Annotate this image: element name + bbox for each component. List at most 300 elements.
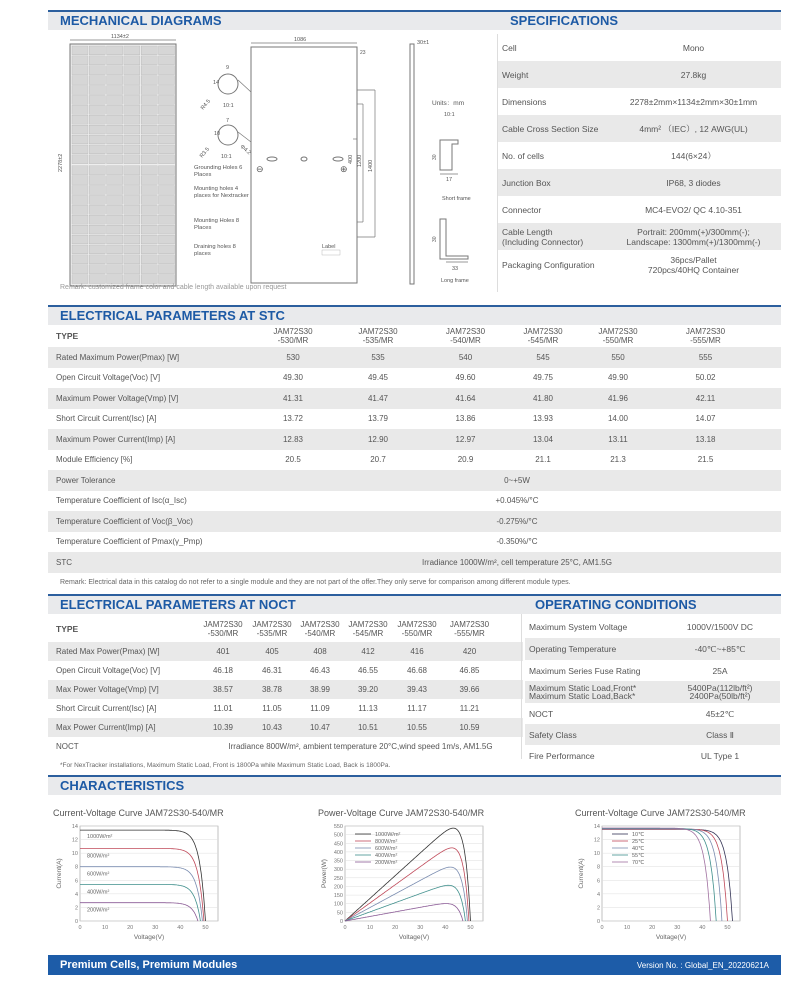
- solar-cell: [124, 155, 140, 164]
- solar-cell: [72, 115, 88, 124]
- table-header-row: [48, 615, 523, 642]
- row-label: Open Circuit Voltage(Voc) [V]: [56, 666, 161, 675]
- characteristics-heading: CHARACTERISTICS: [48, 775, 781, 795]
- cell-value: 13.04: [532, 434, 554, 444]
- chart-title: Current-Voltage Curve JAM72S30-540/MR: [575, 808, 746, 818]
- solar-cell: [72, 196, 88, 205]
- solar-cell: [159, 56, 175, 65]
- cell-value: 21.5: [697, 455, 714, 465]
- solar-cell: [107, 245, 123, 254]
- cell-value: 12.90: [367, 434, 389, 444]
- solar-cell: [107, 196, 123, 205]
- cell-value: 405: [265, 647, 279, 656]
- cell-value: 41.64: [455, 393, 476, 403]
- solar-cell: [141, 125, 157, 134]
- dim-height: 2278±2: [58, 153, 64, 172]
- table-row: [48, 491, 781, 512]
- spec-value: 27.8kg: [680, 69, 707, 80]
- solar-cell: [89, 205, 105, 214]
- solar-cell: [89, 66, 105, 75]
- dim-1400: 1400: [368, 159, 374, 172]
- row-value: Irradiance 1000W/m², cell temperature 25°C, AM1.5G: [422, 557, 612, 567]
- solar-cell: [159, 125, 175, 134]
- operating-value: 25A: [712, 665, 728, 676]
- cell-value: 42.11: [695, 393, 716, 403]
- solar-cell: [89, 145, 105, 154]
- model-name: JAM72S30 -550/MR: [397, 619, 437, 638]
- junction-icon: [301, 157, 307, 161]
- y-tick-label: 4: [596, 891, 600, 898]
- dim-hole-h: 14: [213, 80, 220, 86]
- cell-value: 20.5: [285, 455, 301, 465]
- cell-value: 41.47: [367, 393, 389, 403]
- solar-cell: [159, 265, 175, 274]
- cell-value: 11.13: [358, 704, 378, 713]
- y-tick-label: 550: [333, 824, 343, 830]
- solar-cell: [72, 186, 88, 195]
- x-tick-label: 40: [699, 925, 706, 931]
- solar-cell: [124, 56, 140, 65]
- cell-value: 41.96: [607, 393, 629, 403]
- solar-cell: [72, 215, 88, 224]
- cell-value: 49.90: [607, 373, 629, 383]
- cell-value: 46.68: [406, 666, 428, 675]
- cell-value: 540: [458, 352, 473, 362]
- legend-label: 25℃: [632, 839, 645, 845]
- x-tick-label: 10: [367, 925, 374, 931]
- solar-cell: [141, 135, 157, 144]
- label-text: Label: [322, 244, 336, 250]
- specifications-heading: SPECIFICATIONS: [498, 10, 781, 30]
- y-axis-label: Current(A): [56, 858, 63, 889]
- model-name: JAM72S30 -535/MR: [358, 326, 398, 345]
- nextracker-holes-label: [194, 186, 252, 216]
- solar-cell: [107, 186, 123, 195]
- cell-value: 41.31: [282, 393, 304, 403]
- solar-cell: [124, 145, 140, 154]
- legend-label: 55℃: [632, 853, 645, 859]
- solar-cell: [124, 245, 140, 254]
- series-label: 800W/m²: [87, 853, 110, 860]
- solar-cell: [124, 275, 140, 284]
- dim-400: 400: [348, 154, 354, 164]
- row-label: Temperature Coefficient of Voc(β_Voc): [56, 516, 193, 526]
- y-axis-label: Current(A): [578, 858, 585, 889]
- units-label: Units：mm: [432, 100, 465, 107]
- solar-cell: [124, 196, 140, 205]
- operating-value: Class Ⅱ: [706, 729, 734, 740]
- solar-cell: [107, 176, 123, 185]
- series-label: 200W/m²: [87, 907, 110, 914]
- row-label: Max Power Current(Imp) [A]: [56, 723, 156, 732]
- mounting-holes-label-text: Mounting Holes 8 Places: [194, 218, 240, 231]
- solar-cell: [124, 125, 140, 134]
- solar-cell: [72, 235, 88, 244]
- drawing-line: [238, 132, 251, 142]
- y-tick-label: 12: [71, 837, 78, 844]
- drawing-line: [238, 80, 251, 92]
- solar-cell: [89, 125, 105, 134]
- cell-value: 13.79: [367, 414, 389, 424]
- operating-label: Maximum Static Load,Front* Maximum Static Load,Back*: [529, 683, 637, 701]
- spec-value: Mono: [682, 43, 705, 53]
- operating-value: -40℃~+85℃: [694, 644, 746, 654]
- cell-value: 46.31: [261, 666, 283, 675]
- y-tick-label: 10: [593, 851, 600, 858]
- dim-hole-phi: Φ4.2: [238, 143, 252, 157]
- model-name: JAM72S30 -545/MR: [523, 326, 563, 345]
- solar-cell: [124, 255, 140, 264]
- solar-cell: [141, 155, 157, 164]
- spec-value: 144(6×24）: [671, 150, 716, 161]
- y-tick-label: 14: [593, 824, 600, 830]
- solar-cell: [124, 46, 140, 55]
- spec-row: [498, 223, 781, 250]
- solar-cell: [72, 155, 88, 164]
- legend-label: 1000W/m²: [375, 832, 401, 838]
- cell-value: 11.21: [459, 704, 480, 713]
- solar-cell: [72, 225, 88, 234]
- spec-label: Cable Cross Section Size: [502, 123, 599, 134]
- model-name: JAM72S30 -555/MR: [685, 326, 726, 345]
- legend-label: 40℃: [632, 846, 645, 852]
- solar-cell: [89, 225, 105, 234]
- solar-cell: [141, 76, 157, 85]
- solar-cell: [72, 86, 88, 95]
- table-row: [48, 680, 523, 699]
- model-name: JAM72S30 -530/MR: [203, 619, 243, 638]
- y-tick-label: 2: [596, 905, 600, 912]
- y-tick-label: 450: [333, 841, 343, 848]
- cable-icon: [267, 157, 277, 161]
- solar-cell: [141, 105, 157, 114]
- solar-cell: [141, 265, 157, 274]
- y-tick-label: 100: [333, 901, 343, 908]
- cell-value: 401: [216, 647, 230, 656]
- cell-value: 20.9: [457, 455, 474, 465]
- model-name: JAM72S30 -545/MR: [348, 619, 388, 638]
- solar-cell: [107, 235, 123, 244]
- solar-cell: [107, 115, 123, 124]
- solar-cell: [89, 176, 105, 185]
- table-row: [48, 368, 781, 389]
- hole-detail-circle: [218, 74, 238, 94]
- solar-cell: [159, 105, 175, 114]
- cell-value: 49.60: [455, 373, 476, 383]
- cell-value: 10.55: [406, 723, 428, 732]
- cell-value: 38.57: [212, 685, 234, 694]
- solar-cell: [89, 86, 105, 95]
- spec-label: Cable Length (Including Connector): [502, 226, 584, 247]
- spec-label: No. of cells: [502, 150, 545, 161]
- cell-value: 408: [313, 647, 327, 656]
- solar-cell: [159, 235, 175, 244]
- row-label: Rated Maximum Power(Pmax) [W]: [56, 352, 180, 362]
- cell-value: 545: [536, 352, 550, 362]
- y-tick-label: 50: [336, 910, 343, 917]
- solar-cell: [89, 275, 105, 284]
- y-tick-label: 0: [596, 919, 600, 925]
- solar-cell: [159, 66, 175, 75]
- legend-label: 400W/m²: [375, 853, 398, 859]
- solar-cell: [107, 56, 123, 65]
- row-label: Temperature Coefficient of Isc(α_Isc): [56, 496, 187, 506]
- cell-value: 412: [361, 647, 375, 656]
- x-tick-label: 20: [649, 925, 656, 931]
- cell-value: 10.51: [357, 723, 379, 732]
- y-tick-label: 14: [71, 824, 78, 830]
- y-tick-label: 250: [333, 875, 343, 882]
- mechanical-diagrams-heading: MECHANICAL DIAGRAMS: [48, 10, 498, 30]
- row-value: 0~+5W: [504, 475, 530, 485]
- solar-cell: [72, 245, 88, 254]
- solar-cell: [107, 76, 123, 85]
- model-name: JAM72S30 -540/MR: [445, 326, 486, 345]
- solar-cell: [89, 215, 105, 224]
- row-value: -0.350%/°C: [496, 537, 538, 547]
- row-label: Power Tolerance: [56, 475, 116, 485]
- cell-value: 39.20: [357, 685, 379, 694]
- spec-label: Connector: [502, 204, 542, 215]
- x-tick-label: 50: [202, 925, 209, 931]
- row-label: Maximum Power Current(Imp) [A]: [56, 434, 176, 444]
- operating-row: [525, 681, 780, 703]
- cell-value: 11.05: [262, 704, 282, 713]
- solar-cell: [141, 56, 157, 65]
- mechanical-remark: Remark: customized frame color and cable length available upon request: [60, 284, 287, 291]
- solar-cell: [89, 245, 105, 254]
- plus-terminal-icon: ⊕: [340, 164, 348, 174]
- cell-value: 21.3: [610, 455, 626, 465]
- solar-cell: [89, 115, 105, 124]
- spec-value: 2278±2mm×1134±2mm×30±1mm: [629, 96, 758, 107]
- solar-cell: [124, 205, 140, 214]
- solar-cell: [159, 135, 175, 144]
- row-label: Maximum Power Voltage(Vmp) [V]: [56, 393, 179, 403]
- x-tick-label: 0: [600, 925, 604, 931]
- y-tick-label: 0: [339, 919, 343, 925]
- cell-value: 20.7: [370, 455, 386, 465]
- solar-cell: [89, 46, 105, 55]
- y-tick-label: 12: [593, 837, 600, 844]
- noct-note: *For NexTracker installations, Maximum Static Load, Front is 1800Pa while Maximum Static Load, Back is 1800Pa.: [60, 762, 391, 769]
- cell-value: 11.01: [213, 704, 233, 713]
- solar-cell: [159, 86, 175, 95]
- x-axis-label: Voltage(V): [398, 934, 430, 941]
- solar-cell: [159, 76, 175, 85]
- solar-cell: [124, 76, 140, 85]
- solar-cell: [72, 255, 88, 264]
- solar-cell: [89, 76, 105, 85]
- type-label: TYPE: [56, 330, 79, 341]
- solar-cell: [159, 255, 175, 264]
- x-tick-label: 30: [152, 925, 159, 931]
- x-tick-label: 0: [78, 925, 82, 931]
- solar-cell: [72, 96, 88, 105]
- solar-cell: [159, 215, 175, 224]
- solar-cell: [89, 135, 105, 144]
- dim-17: 17: [446, 177, 453, 183]
- stc-heading: ELECTRICAL PARAMETERS AT STC: [48, 305, 781, 325]
- x-tick-label: 40: [177, 925, 184, 931]
- solar-cell: [107, 135, 123, 144]
- table-row: [48, 429, 781, 450]
- long-frame-label: Long frame: [441, 278, 469, 284]
- units-scale: 10:1: [444, 112, 455, 118]
- y-tick-label: 10: [71, 851, 78, 858]
- x-tick-label: 20: [127, 925, 134, 931]
- model-name: JAM72S30 -540/MR: [300, 619, 340, 638]
- solar-cell: [141, 46, 157, 55]
- solar-cell: [141, 215, 157, 224]
- solar-cell: [159, 115, 175, 124]
- cell-value: 38.78: [261, 685, 283, 694]
- cell-value: 12.97: [455, 434, 476, 444]
- y-tick-label: 4: [74, 891, 78, 898]
- operating-label: Operating Temperature: [529, 644, 617, 654]
- solar-cell: [141, 166, 157, 175]
- cell-value: 555: [698, 352, 713, 362]
- cell-value: 13.86: [455, 414, 476, 424]
- row-value: -0.275%/°C: [496, 516, 538, 526]
- solar-cell: [89, 105, 105, 114]
- operating-row: [525, 724, 780, 745]
- solar-cell: [72, 105, 88, 114]
- solar-cell: [141, 275, 157, 284]
- table-row: [48, 661, 523, 680]
- operating-label: Fire Performance: [529, 751, 595, 761]
- cell-value: 39.43: [406, 685, 428, 694]
- solar-cell: [72, 66, 88, 75]
- cell-value: 11.17: [407, 704, 427, 713]
- dim-hole-h: 10: [214, 131, 221, 137]
- operating-row: [525, 745, 780, 767]
- solar-cell: [107, 155, 123, 164]
- solar-cell: [89, 235, 105, 244]
- cell-value: 10.43: [261, 723, 283, 732]
- model-name: JAM72S30 -555/MR: [449, 619, 490, 638]
- solar-cell: [89, 56, 105, 65]
- divider: [521, 614, 522, 759]
- solar-cell: [72, 145, 88, 154]
- solar-cell: [107, 125, 123, 134]
- solar-cell: [89, 155, 105, 164]
- solar-cell: [159, 166, 175, 175]
- table-row: [48, 511, 781, 532]
- dim-inner: 1086: [294, 37, 307, 43]
- x-axis-label: Voltage(V): [655, 934, 687, 941]
- footer-version: Version No. : Global_EN_20220621A: [636, 960, 769, 970]
- solar-cell: [72, 135, 88, 144]
- solar-cell: [72, 46, 88, 55]
- model-name: JAM72S30 -550/MR: [598, 326, 638, 345]
- cell-value: 41.80: [532, 393, 554, 403]
- row-value: Irradiance 800W/m², ambient temperature 20°C,wind speed 1m/s, AM1.5G: [228, 742, 493, 751]
- solar-cell: [72, 176, 88, 185]
- solar-cell: [159, 46, 175, 55]
- solar-cell: [124, 186, 140, 195]
- y-tick-label: 8: [596, 864, 600, 871]
- x-tick-label: 40: [442, 925, 449, 931]
- operating-conditions-heading: OPERATING CONDITIONS: [523, 594, 781, 614]
- minus-terminal-icon: ⊖: [256, 164, 264, 174]
- operating-value: 5400Pa(112lb/ft²) 2400Pa(50lb/ft²): [687, 683, 753, 701]
- y-tick-label: 0: [74, 919, 78, 925]
- chart-1: [318, 820, 498, 948]
- spec-row: [498, 88, 781, 115]
- scale-1: 10:1: [223, 103, 234, 109]
- solar-cell: [124, 135, 140, 144]
- x-axis-label: Voltage(V): [133, 934, 165, 941]
- solar-cell: [124, 166, 140, 175]
- legend-label: 600W/m²: [375, 846, 398, 852]
- solar-cell: [107, 46, 123, 55]
- solar-cell: [141, 145, 157, 154]
- y-tick-label: 400: [333, 849, 343, 856]
- y-tick-label: 300: [333, 867, 343, 874]
- solar-cell: [159, 225, 175, 234]
- spec-row: [498, 250, 781, 280]
- x-tick-label: 10: [624, 925, 631, 931]
- solar-cell: [107, 205, 123, 214]
- cell-value: 38.99: [309, 685, 331, 694]
- spec-label: Dimensions: [502, 96, 547, 107]
- cell-value: 10.39: [212, 723, 234, 732]
- spec-label: Junction Box: [502, 177, 551, 188]
- stc-remark: Remark: Electrical data in this catalog do not refer to a single module and they are not part of the offer.They only serve for comparison among different module types.: [60, 579, 571, 586]
- row-value: +0.045%/°C: [495, 496, 539, 506]
- solar-cell: [159, 176, 175, 185]
- spec-label: Cell: [502, 43, 517, 53]
- solar-cell: [141, 176, 157, 185]
- solar-cell: [141, 115, 157, 124]
- draining-holes-label: [194, 244, 252, 274]
- table-header-row: [48, 324, 781, 347]
- cell-value: 14.00: [607, 414, 629, 424]
- chart-2: [575, 820, 755, 948]
- type-label: TYPE: [56, 623, 79, 634]
- spec-row: [498, 196, 781, 223]
- solar-cell: [141, 255, 157, 264]
- solar-cell: [159, 245, 175, 254]
- legend-label: 200W/m²: [375, 860, 398, 866]
- row-label: Open Circuit Voltage(Voc) [V]: [56, 373, 161, 383]
- solar-cell: [72, 265, 88, 274]
- table-row: [48, 347, 781, 368]
- cell-value: 14.07: [695, 414, 716, 424]
- cell-value: 420: [462, 647, 477, 656]
- solar-cell: [107, 86, 123, 95]
- solar-cell: [72, 275, 88, 284]
- operating-row: [525, 703, 780, 724]
- dim-top: 23: [360, 50, 366, 56]
- solar-cell: [124, 115, 140, 124]
- solar-cell: [89, 265, 105, 274]
- dim-hole-w: 7: [226, 118, 230, 124]
- cell-value: 416: [410, 647, 424, 656]
- solar-cell: [141, 96, 157, 105]
- operating-row: [525, 660, 780, 681]
- spec-value: MC4-EVO2/ QC 4.10-351: [645, 204, 742, 215]
- cell-value: 11.09: [310, 704, 330, 713]
- solar-cell: [107, 275, 123, 284]
- dim-1200: 1200: [357, 154, 363, 167]
- module-side-view: [410, 44, 414, 284]
- footer-bar: [48, 955, 781, 975]
- operating-label: Safety Class: [529, 729, 577, 740]
- scale-2: 10:1: [221, 154, 232, 160]
- y-tick-label: 200: [333, 884, 343, 891]
